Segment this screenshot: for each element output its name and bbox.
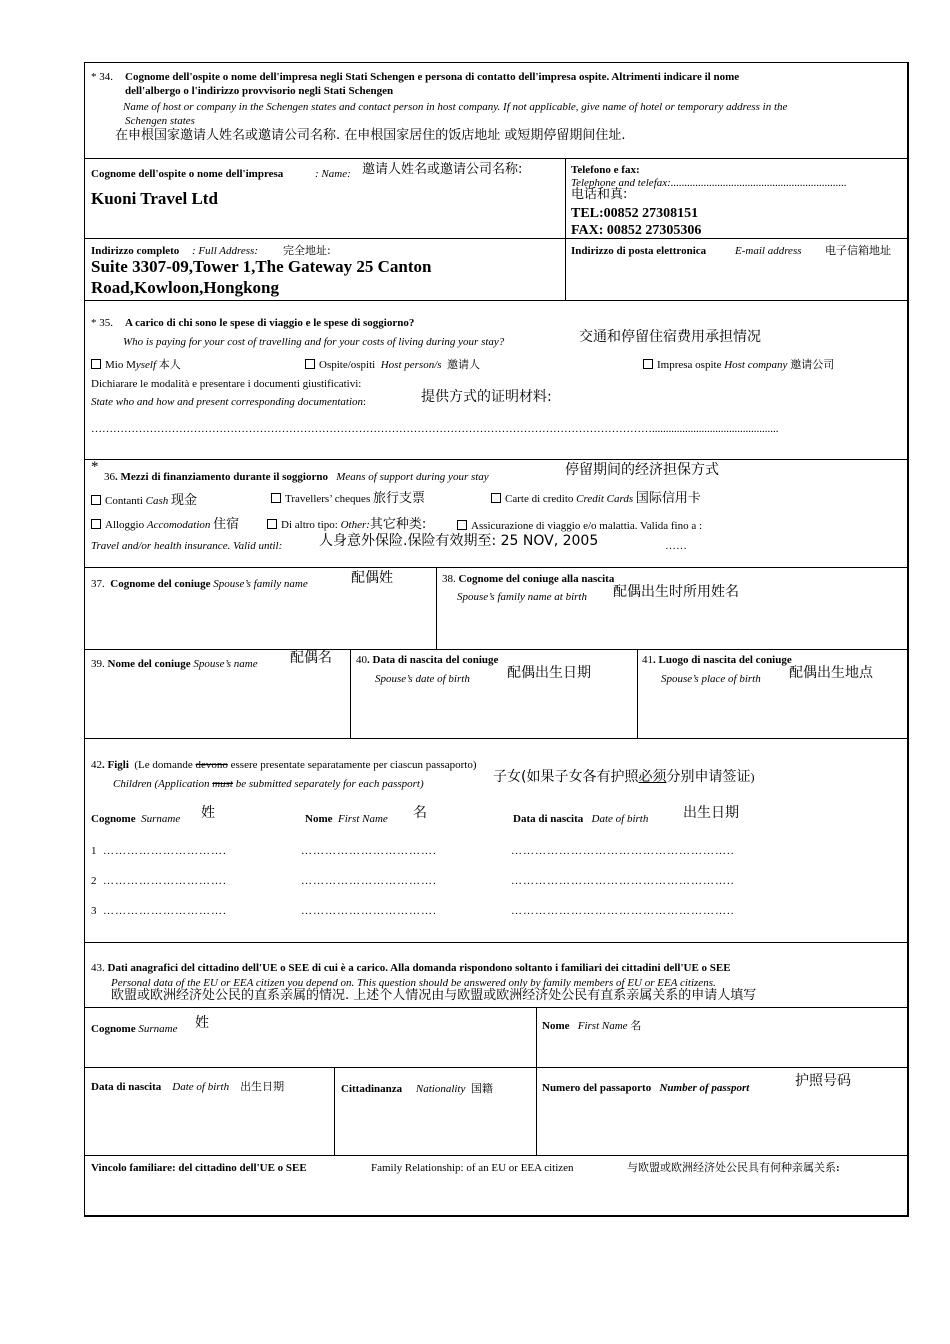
travellers-cheques-zh: 旅行支票 (372, 491, 425, 506)
accommodation-en: Accomodation (146, 519, 211, 531)
support-option-accommodation[interactable] (91, 518, 239, 532)
eu-firstname-en: First Name (577, 1020, 628, 1032)
q43-heading (91, 962, 731, 975)
q34-english-line2: Schengen states (125, 115, 195, 127)
child-dob-field[interactable]: ……………………………………………….. (511, 875, 735, 887)
checkbox-other[interactable] (267, 519, 277, 529)
q37-number: 37. (91, 578, 105, 590)
q35-italian: A carico di chi sono le spese di viaggio e le spese di soggiorno? (125, 317, 415, 329)
q40-chinese: 配偶出生日期 (507, 665, 591, 681)
q41-chinese: 配偶出生地点 (789, 665, 873, 681)
checkbox-host-company[interactable] (643, 359, 653, 369)
children-surname-zh: 姓 (201, 805, 215, 821)
q42-chinese-close: ) (750, 770, 755, 784)
q35-documentation-colon: : (363, 396, 367, 408)
q39-number: 39. (91, 658, 105, 670)
eu-dob-zh: 出生日期 (240, 1080, 285, 1093)
children-firstname-en: First Name (338, 813, 388, 825)
address-divider (565, 239, 566, 301)
child-surname-field[interactable]: …………………………. (103, 875, 227, 887)
eu-nationality-en: Nationality (415, 1083, 466, 1095)
eu-dob-en: Date of birth (172, 1081, 230, 1093)
eu-nationality-divider (536, 1068, 537, 1156)
eu-passport-en: Number of passport (659, 1082, 750, 1094)
q36-italian: . Mezzi di finanziamento durante il soggiorno (115, 471, 328, 483)
cash-it: Contanti (105, 495, 143, 507)
q42-english-b: be submitted separately for each passport) (235, 778, 424, 790)
eu-dob-it: Data di nascita (91, 1081, 162, 1093)
q43-english: Personal data of the EU or EEA citizen you depend on. This question should be answered only by family members of EU or EEA citizens. (111, 977, 716, 989)
q42-chinese-underline: 必须 (638, 769, 667, 785)
email-label-en: E-mail address (735, 245, 802, 257)
eu-nationality-it: Cittadinanza (341, 1083, 403, 1095)
address-label-en: : Full Address: (192, 245, 258, 257)
support-option-credit-cards[interactable] (491, 492, 701, 506)
eu-relationship-colon: : (836, 1162, 840, 1174)
q40-number: 40 (356, 654, 367, 666)
children-col-surname (91, 813, 180, 826)
eu-surname-label (91, 1023, 177, 1036)
q35-documentation-it: Dichiarare le modalità e presentare i documenti giustificativi: (91, 378, 362, 390)
q40-label (356, 654, 498, 667)
payer-company-it: Impresa ospite (657, 359, 722, 371)
q38-english: Spouse’s family name at birth (457, 591, 587, 603)
q37-divider (436, 568, 437, 650)
address-label-zh: 完全地址: (283, 244, 331, 257)
q35-documentation-en: State who and how and present corresponding documentation (91, 396, 364, 408)
eu-nationality-label (341, 1082, 493, 1096)
child-dob-field[interactable]: ……………………………………………….. (511, 845, 735, 857)
telephone-label: Telefono e fax: (571, 164, 640, 176)
q37-label (91, 578, 308, 591)
eu-surname-it: Cognome (91, 1023, 136, 1035)
section-39-41 (85, 650, 907, 739)
host-name-label-zh: 邀请人姓名或邀请公司名称: (362, 162, 523, 177)
q40-divider (637, 650, 638, 739)
child-row-number: 1 (91, 845, 97, 857)
checkbox-credit-cards[interactable] (491, 493, 501, 503)
payer-myself-en: yself (135, 359, 157, 371)
q39-label (91, 658, 258, 671)
q38-chinese: 配偶出生时所用姓名 (613, 584, 739, 600)
q36-heading (104, 471, 489, 484)
other-zh: 其它种类: (369, 517, 427, 532)
q36-star: * (91, 459, 99, 475)
q35-english: Who is paying for your cost of travelling and for your costs of living during your stay? (123, 336, 505, 348)
q36-english: Means of support during your stay (336, 471, 489, 483)
section-36 (85, 460, 907, 568)
q42-heading (91, 759, 476, 772)
eu-firstname-zh: 名 (630, 1019, 642, 1032)
eu-names-divider (536, 1008, 537, 1068)
credit-cards-zh: 国际信用卡 (635, 491, 701, 506)
q35-chinese: 交通和停留住宿费用承担情况 (579, 329, 761, 345)
support-option-travellers-cheques[interactable] (271, 492, 425, 506)
address-line1: Suite 3307-09,Tower 1,The Gateway 25 Canton (91, 257, 432, 276)
q42-italian-a: (Le domande (134, 759, 193, 771)
payer-myself-zh: 本人 (158, 358, 181, 371)
section-43-names (85, 1008, 907, 1068)
q42-chinese (493, 771, 754, 784)
telephone-value: TEL:00852 27308151 (571, 206, 699, 221)
child-dob-field[interactable]: ……………………………………………….. (511, 905, 735, 917)
q34-italian-line1: Cognome dell'ospite o nome dell'impresa negli Stati Schengen e persona di contatto dell'impresa ospite. Altrimenti indicare il nome (125, 71, 740, 83)
q35-documentation-zh: 提供方式的证明材料: (421, 389, 552, 405)
eu-relationship-zh-line (627, 1161, 840, 1175)
payer-option-myself[interactable] (91, 358, 181, 372)
eu-surname-zh: 姓 (195, 1015, 209, 1031)
children-surname-it: Cognome (91, 813, 136, 825)
section-37-38 (85, 568, 907, 650)
payer-option-company[interactable] (643, 358, 834, 372)
host-name-label: Cognome dell'ospite o nome dell'impresa (91, 168, 284, 180)
q42-number: 42 (91, 759, 102, 771)
child-firstname-field[interactable]: ……………………………. (301, 905, 437, 917)
children-firstname-it: Nome (305, 813, 333, 825)
eu-surname-en: Surname (138, 1023, 178, 1035)
insurance-zh-value: 人身意外保险.保险有效期至: 25 NOV, 2005 (319, 533, 599, 549)
payer-host-zh: 邀请人 (447, 358, 481, 371)
children-col-first-name (305, 813, 388, 826)
checkbox-host-person[interactable] (305, 359, 315, 369)
q38-number: 38. (442, 573, 456, 585)
q41-number: 41 (642, 654, 653, 666)
eu-dob-divider (334, 1068, 335, 1156)
q42-title: . Figli (102, 759, 129, 771)
cash-zh: 现金 (171, 493, 198, 508)
children-firstname-zh: 名 (413, 805, 427, 821)
q41-english: Spouse’s place of birth (661, 673, 761, 685)
eu-passport-label (542, 1082, 749, 1095)
telephone-label-zh: 电话和真: (571, 187, 628, 202)
q36-chinese: 停留期间的经济担保方式 (565, 462, 719, 478)
email-label-zh: 电子信箱地址 (825, 244, 891, 257)
section-35 (85, 301, 907, 460)
checkbox-insurance[interactable] (457, 520, 467, 530)
children-dob-zh: 出生日期 (683, 805, 739, 821)
children-surname-en: Surname (141, 813, 181, 825)
cash-en: Cash (145, 495, 169, 507)
host-name-value: Kuoni Travel Ltd (91, 189, 218, 208)
q39-english: Spouse’s name (193, 658, 258, 670)
insurance-it: Assicurazione di viaggio e/o malattia. Valida fino a : (471, 520, 703, 532)
other-en: Other: (340, 519, 370, 531)
email-label: Indirizzo di posta elettronica (571, 245, 707, 257)
checkbox-cash[interactable] (91, 495, 101, 505)
payer-myself-it: Mio M (105, 359, 136, 371)
q42-italian-b: essere presentate separatamente per ciascun passaporto) (230, 759, 477, 771)
accommodation-zh: 住宿 (213, 517, 240, 532)
q43-chinese: 欧盟或欧洲经济处公民的直系亲属的情况. 上述个人情况由与欧盟或欧洲经济处公民有直系亲属关系的申请人填写 (111, 988, 757, 1003)
q42-chinese-a: 子女(如果子女各有护照 (493, 769, 639, 785)
support-option-cash[interactable] (91, 494, 197, 508)
child-firstname-field[interactable]: ……………………………. (301, 875, 437, 887)
child-firstname-field[interactable]: ……………………………. (301, 845, 437, 857)
child-row-number: 2 (91, 875, 97, 887)
eu-relationship-it: Vincolo familiare: del cittadino dell'UE o SEE (91, 1162, 307, 1174)
section-host-name (85, 159, 907, 239)
section-43-details (85, 1068, 907, 1156)
q35-number: * 35. (91, 317, 113, 329)
q43-number: 43. (91, 962, 105, 974)
eu-firstname-it: Nome (542, 1020, 570, 1032)
q42-chinese-b: 分别申请签证 (666, 769, 751, 785)
payer-company-zh: 邀请公司 (790, 358, 835, 371)
telephone-label-en: Telephone and telefax:................................................................ (571, 177, 847, 189)
section-address (85, 239, 907, 301)
eu-firstname-label (542, 1019, 641, 1033)
section-43-relationship (85, 1156, 907, 1218)
q36-number: 36 (104, 471, 115, 483)
q41-label (642, 654, 792, 667)
child-surname-field[interactable]: …………………………. (103, 845, 227, 857)
q35-documentation-dots[interactable]: ……………………………………………………………………………………………………………………………………….............................................. (91, 423, 779, 435)
payer-option-host[interactable] (305, 358, 480, 372)
q42-english (113, 778, 424, 791)
q42-english-strike: must (212, 778, 233, 790)
q39-italian: Nome del coniuge (107, 658, 191, 670)
q42-english-a: Children (Application (113, 778, 210, 790)
q35-documentation-en-line (91, 396, 366, 409)
host-divider (565, 159, 566, 239)
support-option-other[interactable] (267, 518, 426, 532)
visa-form (84, 62, 909, 1217)
section-42 (85, 739, 907, 943)
q34-chinese: 在申根国家邀请人姓名或邀请公司名称. 在申根国家居住的饭店地址 或短期停留期间住址. (115, 128, 626, 143)
q39-chinese: 配偶名 (290, 650, 332, 666)
section-34 (85, 63, 907, 159)
travellers-cheques-it: Travellers’ cheques (285, 493, 371, 505)
eu-dob-label (91, 1080, 284, 1094)
accommodation-it: Alloggio (105, 519, 145, 531)
q43-italian: Dati anagrafici del cittadino dell'UE o SEE di cui è a carico. Alla domanda rispondono soltanto i familiari dei cittadini dell'UE o SEE (107, 962, 731, 974)
host-name-label-en: : Name: (315, 168, 351, 180)
q38-italian: Cognome del coniuge alla nascita (458, 573, 615, 585)
q42-italian-strike: devono (195, 759, 228, 771)
eu-relationship-en: Family Relationship: of an EU or EEA citizen (371, 1162, 574, 1174)
child-surname-field[interactable]: …………………………. (103, 905, 227, 917)
payer-host-it: Ospite/ospiti (319, 359, 376, 371)
q37-italian: Cognome del coniuge (110, 578, 211, 590)
payer-company-en: Host company (724, 359, 788, 371)
q38-label (442, 573, 614, 586)
children-dob-en: Date of birth (591, 813, 649, 825)
insurance-dots: …… (665, 540, 687, 552)
eu-passport-it: Numero del passaporto (542, 1082, 652, 1094)
child-row-number: 3 (91, 905, 97, 917)
q37-chinese: 配偶姓 (351, 570, 393, 586)
fax-value: FAX: 00852 27305306 (571, 223, 702, 238)
q40-english: Spouse’s date of birth (375, 673, 470, 685)
children-col-dob (513, 813, 648, 826)
support-option-insurance[interactable] (457, 520, 702, 533)
eu-nationality-zh: 国籍 (470, 1082, 493, 1095)
children-dob-it: Data di nascita (513, 813, 584, 825)
address-line2: Road,Kowloon,Hongkong (91, 278, 279, 297)
credit-cards-it: Carte di credito (505, 493, 574, 505)
eu-passport-zh: 护照号码 (795, 1073, 851, 1089)
q37-english: Spouse’s family name (213, 578, 308, 590)
insurance-en: Travel and/or health insurance. Valid until: (91, 540, 283, 552)
checkbox-travellers-cheques[interactable] (271, 493, 281, 503)
payer-host-en: Host person/s (380, 359, 442, 371)
q34-italian-line2: dell'albergo o l'indirizzo provvisorio negli Stati Schengen (125, 85, 394, 97)
checkbox-myself[interactable] (91, 359, 101, 369)
q39-divider (350, 650, 351, 739)
q41-italian: . Luogo di nascita del coniuge (653, 654, 792, 666)
credit-cards-en: Credit Cards (576, 493, 634, 505)
address-label: Indirizzo completo (91, 245, 180, 257)
checkbox-accommodation[interactable] (91, 519, 101, 529)
other-it: Di altro tipo: (281, 519, 338, 531)
eu-relationship-zh: 与欧盟或欧洲经济处公民具有何种亲属关系 (627, 1161, 836, 1174)
q34-english-line1: Name of host or company in the Schengen states and contact person in host company. If not applicable, give name of hotel or temporary address in the (123, 101, 788, 113)
q40-italian: . Data di nascita del coniuge (367, 654, 499, 666)
q34-number: * 34. (91, 71, 113, 83)
section-43-header (85, 943, 907, 1008)
